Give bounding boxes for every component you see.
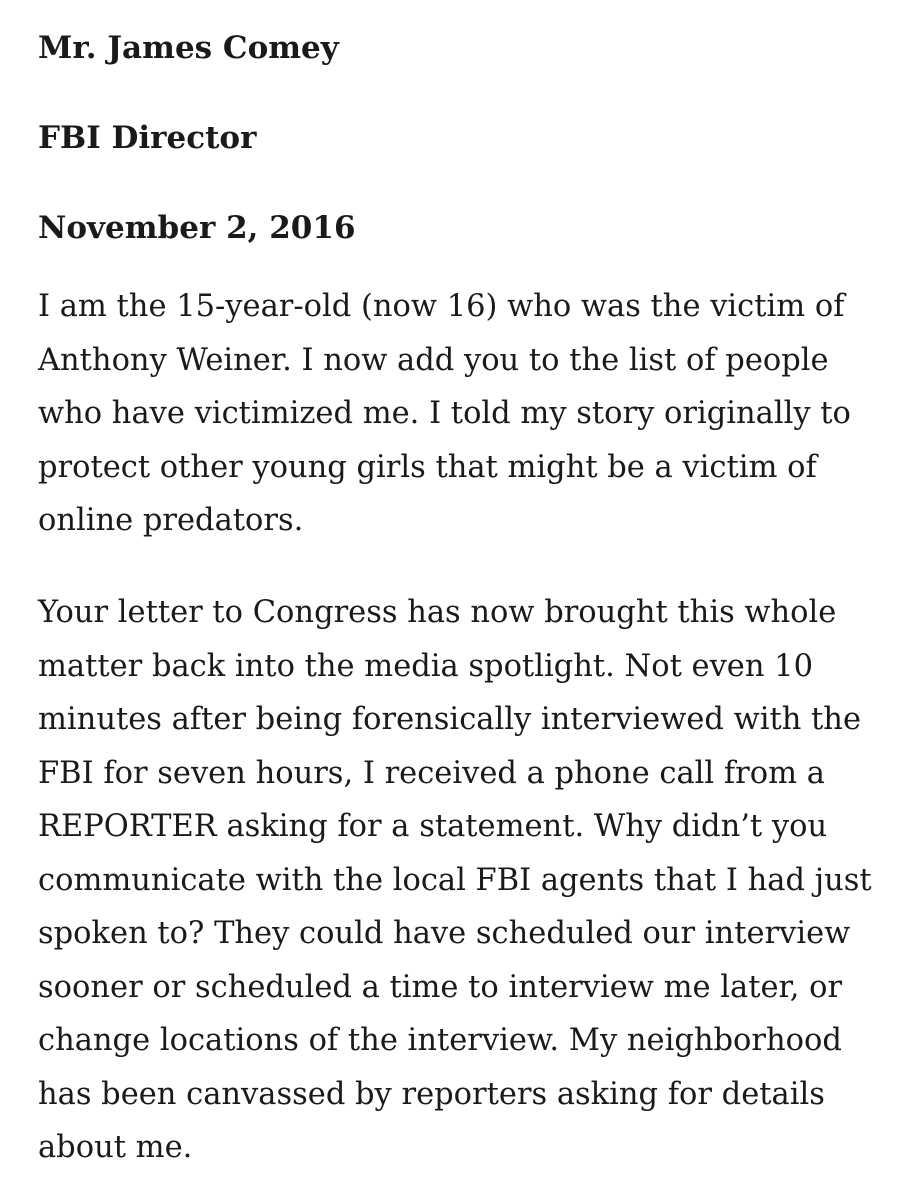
paragraph-line: sooner or scheduled a time to interview me later, or <box>38 969 843 1005</box>
paragraph-line: has been canvassed by reporters asking for details <box>38 1076 825 1112</box>
paragraph-line: Anthony Weiner. I now add you to the list of people <box>38 342 829 378</box>
recipient-title: FBI Director <box>38 120 257 156</box>
paragraph-line: matter back into the media spotlight. Not even 10 <box>38 648 813 684</box>
paragraph-line: FBI for seven hours, I received a phone call from a <box>38 755 825 791</box>
paragraph-line: who have victimized me. I told my story originally to <box>38 396 851 431</box>
paragraph-line: Your letter to Congress has now brought this whole <box>38 595 837 630</box>
paragraph-2 <box>38 586 872 1175</box>
paragraph-line: I am the 15-year-old (now 16) who was the victim of <box>38 289 845 324</box>
paragraph-1 <box>38 280 851 548</box>
paragraph-line: REPORTER asking for a statement. Why didn’t you <box>38 809 828 844</box>
paragraph-line: spoken to? They could have scheduled our interview <box>38 916 851 951</box>
letter-date: November 2, 2016 <box>38 210 356 246</box>
paragraph-line: minutes after being forensically interviewed with the <box>38 702 861 737</box>
paragraph-line: protect other young girls that might be a victim of <box>38 449 817 485</box>
paragraph-line: online predators. <box>38 503 304 538</box>
recipient-name: Mr. James Comey <box>38 30 339 66</box>
paragraph-line: communicate with the local FBI agents that I had just <box>38 862 872 898</box>
paragraph-line: change locations of the interview. My neighborhood <box>38 1023 842 1058</box>
paragraph-line: about me. <box>38 1130 193 1165</box>
